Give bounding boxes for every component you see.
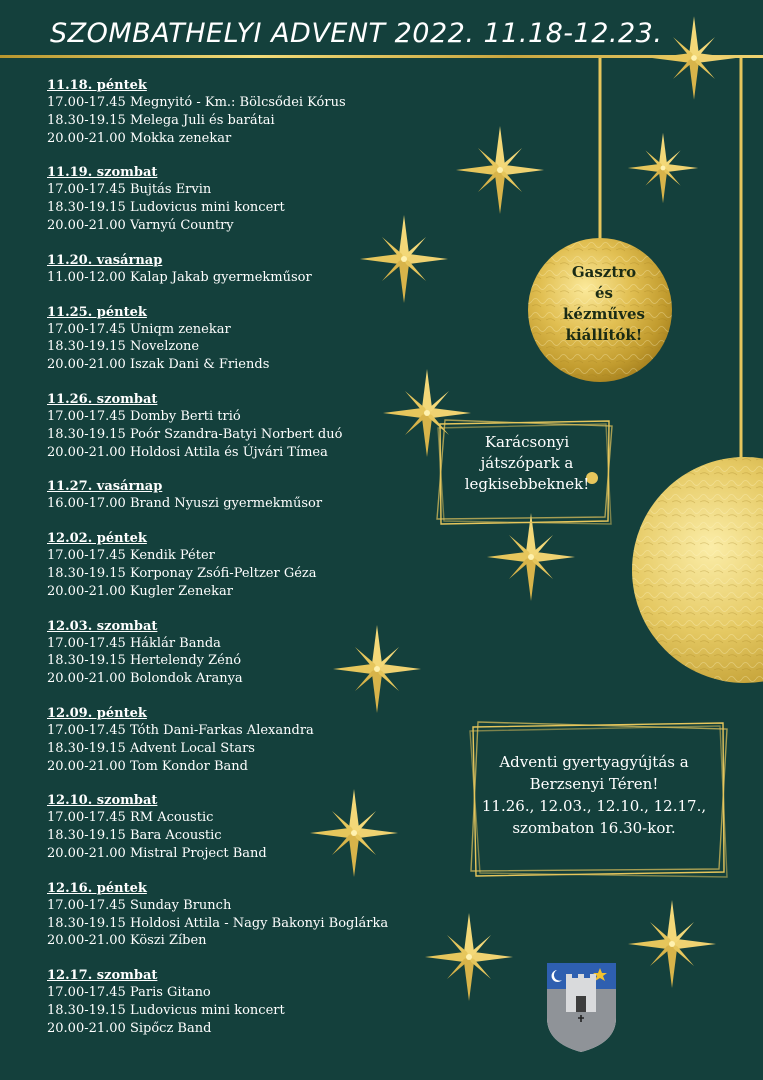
day-title: 12.17. szombat: [47, 968, 158, 984]
event-item: 16.00-17.00 Brand Nyuszi gyermekműsor: [47, 496, 323, 512]
schedule-day: [47, 164, 427, 234]
schedule-day: [47, 792, 427, 862]
event-item: 20.00-21.00 Sipőcz Band: [47, 1020, 212, 1036]
event-item: 11.00-12.00 Kalap Jakab gyermekműsor: [47, 269, 312, 285]
star-icon: [628, 900, 716, 988]
day-title: 11.25. péntek: [47, 304, 147, 320]
event-item: 20.00-21.00 Tom Kondor Band: [47, 758, 248, 774]
schedule-day: [47, 618, 427, 688]
day-title: 12.09. péntek: [47, 705, 147, 721]
event-schedule: [47, 77, 427, 1055]
schedule-day: [47, 252, 427, 287]
playground-line: játszópark a: [480, 454, 574, 472]
schedule-day: [47, 880, 427, 950]
playground-callout: [448, 432, 606, 495]
schedule-day: [47, 304, 427, 374]
event-item: 17.00-17.45 Háklár Banda: [47, 635, 221, 651]
event-item: 17.00-17.45 Paris Gitano: [47, 985, 211, 1001]
event-item: 18.30-19.15 Bara Acoustic: [47, 828, 222, 844]
day-title: 12.16. péntek: [47, 880, 147, 896]
gastro-line: és: [595, 284, 613, 302]
schedule-day: [47, 530, 427, 600]
event-item: 20.00-21.00 Kugler Zenekar: [47, 583, 233, 599]
event-item: 20.00-21.00 Iszak Dani & Friends: [47, 357, 270, 373]
day-title: 12.02. péntek: [47, 531, 147, 547]
page-title: SZOMBATHELYI ADVENT 2022. 11.18-12.23.: [50, 18, 663, 49]
schedule-day: [47, 391, 427, 461]
day-title: 12.03. szombat: [47, 618, 158, 634]
star-icon: [425, 913, 513, 1001]
event-item: 17.00-17.45 Uniqm zenekar: [47, 321, 231, 337]
star-icon: [487, 513, 575, 601]
schedule-day: [47, 478, 427, 513]
playground-line: legkisebbeknek!: [464, 475, 590, 493]
event-item: 18.30-19.15 Advent Local Stars: [47, 740, 255, 756]
gastro-line: kiállítók!: [565, 326, 643, 344]
event-item: 20.00-21.00 Bolondok Aranya: [47, 671, 243, 687]
day-title: 11.26. szombat: [47, 391, 158, 407]
gastro-line: kézműves: [563, 305, 645, 323]
event-item: 20.00-21.00 Varnyú Country: [47, 217, 234, 233]
event-item: 18.30-19.15 Ludovicus mini koncert: [47, 200, 285, 216]
schedule-day: [47, 967, 427, 1037]
event-item: 17.00-17.45 Kendik Péter: [47, 548, 215, 564]
schedule-day: [47, 77, 427, 147]
playground-line: Karácsonyi: [484, 433, 570, 451]
event-item: 18.30-19.15 Hertelendy Zénó: [47, 653, 242, 669]
day-title: 11.20. vasárnap: [47, 252, 163, 268]
candle-lighting-callout: [476, 751, 712, 839]
event-item: 20.00-21.00 Mistral Project Band: [47, 845, 267, 861]
event-item: 18.30-19.15 Novelzone: [47, 339, 200, 355]
candle-line: Adventi gyertyagyújtás a: [499, 753, 689, 771]
event-item: 18.30-19.15 Ludovicus mini koncert: [47, 1002, 285, 1018]
event-item: 17.00-17.45 Tóth Dani-Farkas Alexandra: [47, 722, 314, 738]
event-item: 20.00-21.00 Mokka zenekar: [47, 130, 232, 146]
coat-of-arms-icon: [547, 963, 616, 1052]
event-item: 18.30-19.15 Poór Szandra-Batyi Norbert duó: [47, 426, 343, 442]
day-title: 11.19. szombat: [47, 165, 158, 181]
gastro-callout: [550, 262, 658, 346]
event-item: 17.00-17.45 RM Acoustic: [47, 810, 214, 826]
day-title: 11.27. vasárnap: [47, 479, 163, 495]
schedule-day: [47, 705, 427, 775]
ornament-icon: [632, 457, 763, 683]
candle-line: 11.26., 12.03., 12.10., 12.17.,: [481, 797, 707, 815]
candle-line: Berzsenyi Téren!: [529, 775, 659, 793]
star-icon: [628, 133, 698, 203]
candle-line: szombaton 16.30-kor.: [512, 819, 676, 837]
event-item: 18.30-19.15 Korponay Zsófi-Peltzer Géza: [47, 565, 317, 581]
star-icon: [652, 16, 736, 100]
event-item: 17.00-17.45 Bujtás Ervin: [47, 182, 212, 198]
event-item: 17.00-17.45 Megnyitó - Km.: Bölcsődei Kórus: [47, 95, 346, 110]
day-title: 11.18. péntek: [47, 78, 147, 93]
star-icon: [456, 126, 544, 214]
day-title: 12.10. szombat: [47, 793, 158, 809]
gastro-line: Gasztro: [571, 263, 637, 281]
event-item: 17.00-17.45 Sunday Brunch: [47, 897, 232, 913]
event-item: 20.00-21.00 Holdosi Attila és Újvári Tímea: [47, 444, 328, 460]
event-item: 18.30-19.15 Holdosi Attila - Nagy Bakonyi Boglárka: [47, 915, 389, 931]
event-item: 18.30-19.15 Melega Juli és barátai: [47, 112, 275, 128]
event-item: 17.00-17.45 Domby Berti trió: [47, 408, 241, 424]
event-item: 20.00-21.00 Köszi Zíben: [47, 933, 207, 949]
